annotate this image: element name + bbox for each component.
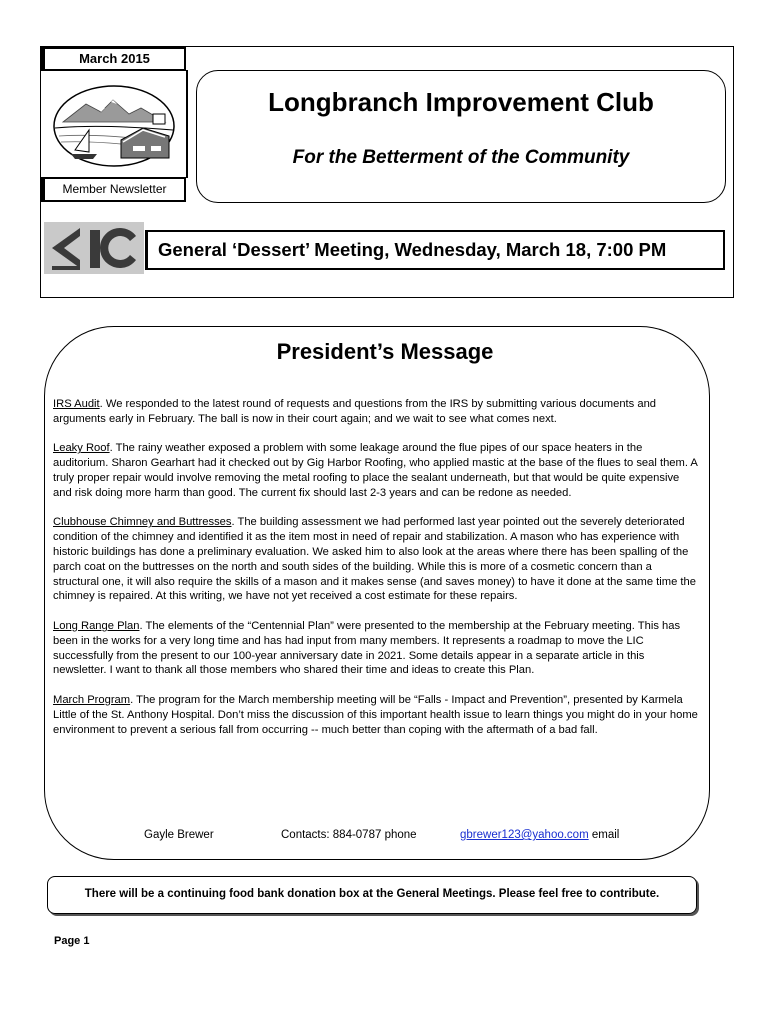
section-irs-audit (53, 397, 700, 427)
lic-logo (44, 222, 144, 274)
presidents-message-title: President’s Message (276, 339, 494, 364)
section-text: . We responded to the latest round of requests and questions from the IRS by submitting various documents and arguments early in February. The ball is now in their court again; and we wait to see what comes next. (53, 398, 657, 425)
issue-date: March 2015 (41, 47, 186, 71)
section-text: . The program for the March membership meeting will be “Falls - Impact and Prevention”, presented by Karmela Little of the St. Anthony Hospital. Don’t miss the discussion of this important health issue to learn things you might do in your home environment to prevent a serious fall from occurring -- much better than coping with the aftermath of a bad fall. (53, 693, 698, 736)
section-heading: IRS Audit (53, 398, 100, 410)
presidents-message-body (53, 397, 700, 752)
club-name: Longbranch Improvement Club (268, 87, 654, 117)
section-long-range-plan (53, 619, 700, 678)
section-text: . The elements of the “Centennial Plan” were presented to the membership at the February meeting. This has been in the works for a very long time and has had input from many members. It represents a roadmap to move the LIC successfully from the present to our 100-year anniversary date in 2021. Some details appear in a separate article in this newsletter. I want to thank all those members who shared their time and ideas to create this Plan. (53, 619, 681, 677)
masthead-title-box (196, 70, 726, 203)
signature-name: Gayle Brewer (144, 829, 214, 841)
email-suffix: email (588, 829, 620, 841)
section-leaky-roof (53, 441, 700, 500)
section-heading: Clubhouse Chimney and Buttresses (53, 516, 232, 529)
meeting-banner: General ‘Dessert’ Meeting, Wednesday, March 18, 7:00 PM (145, 230, 725, 270)
page-number: Page 1 (54, 935, 90, 947)
club-seal-logo (41, 70, 186, 178)
section-chimney-buttresses (53, 515, 700, 604)
foodbank-notice: There will be a continuing food bank donation box at the General Meetings. Please feel free to contribute. (47, 876, 697, 914)
section-heading: Leaky Roof (53, 442, 110, 455)
signature-phone: Contacts: 884-0787 phone (281, 829, 417, 841)
section-march-program (53, 693, 700, 737)
club-tagline: For the Betterment of the Community (292, 147, 630, 168)
section-text: . The building assessment we had performed last year pointed out the severely deteriorated condition of the chimney and identified it as the item most in need of repair and stabilization. A mason who has experience with historic buildings has done a preliminary evaluation. We asked him to also look at the areas where there has been spalling of the parch coat on the buttresses on the north and south sides of the building. While this is more of a cosmetic concern than a structural one, it will also require the skills of a mason and it makes sense (and saves money) to have it done at the same time the chimney is repaired. At this writing, we have not yet received a cost estimate for these repairs. (53, 516, 696, 603)
section-text: . The rainy weather exposed a problem with some leakage around the flue pipes of our space heaters in the auditorium. Sharon Gearhart had it checked out by Gig Harbor Roofing, who applied mastic at the base of the flues to seal them. A truly proper repair would involve removing the metal roofing to place the sealant underneath, but that would be quite expensive and risk doing more harm than good. The current fix should last 2-3 years and can be redone as needed. (53, 442, 698, 499)
email-link[interactable]: gbrewer123@yahoo.com (460, 829, 589, 841)
newsletter-label: Member Newsletter (41, 177, 186, 202)
club-logo-column (41, 70, 188, 178)
section-heading: March Program (53, 693, 131, 706)
signature-email-group (460, 829, 619, 841)
signature-line (0, 829, 770, 845)
section-heading: Long Range Plan (53, 619, 140, 632)
